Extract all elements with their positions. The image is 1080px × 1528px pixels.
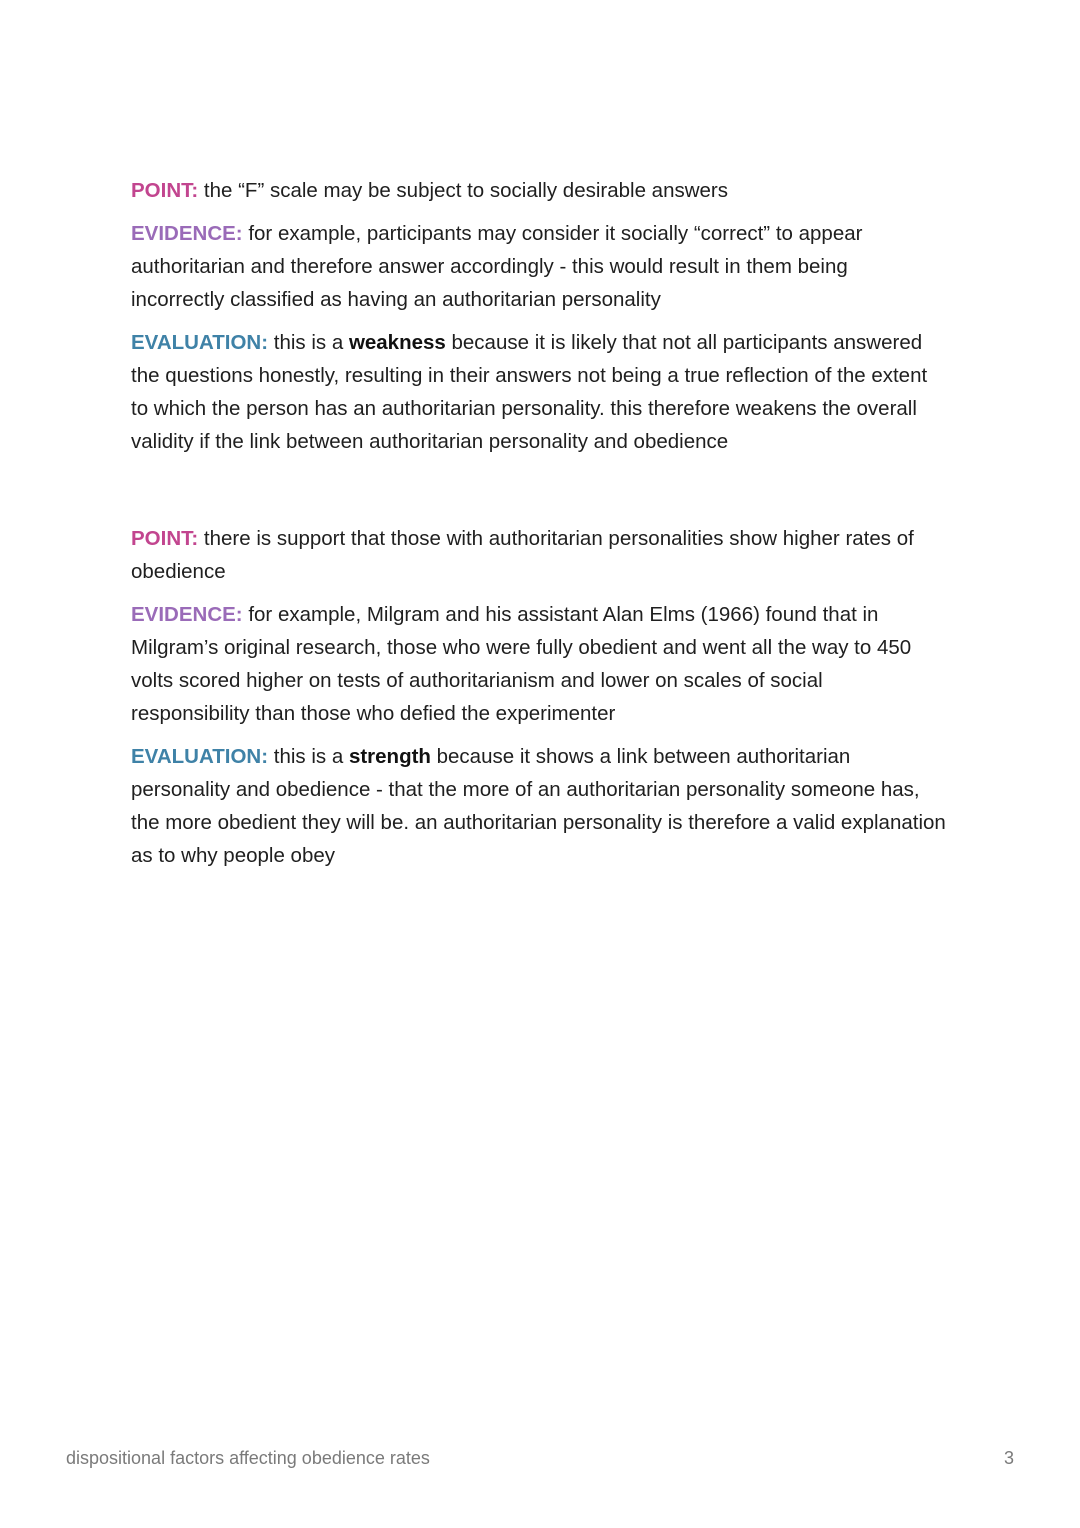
evidence-paragraph-1 — [131, 217, 946, 316]
evidence-text: for example, participants may consider it socially “correct” to appear authoritarian and therefore answer accordingly - this would result in them being incorrectly classified as having an authoritarian personality — [131, 222, 863, 311]
evidence-label: EVIDENCE: — [131, 603, 243, 626]
footer-title: dispositional factors affecting obedience rates — [66, 1448, 430, 1468]
evaluation-label: EVALUATION: — [131, 745, 269, 768]
evaluation-emphasis: strength — [348, 745, 431, 768]
evaluation-paragraph-2 — [131, 740, 946, 872]
evidence-paragraph-2 — [131, 598, 946, 730]
evaluation-paragraph-1 — [131, 326, 946, 458]
evidence-text: for example, Milgram and his assistant Alan Elms (1966) found that in Milgram’s original research, those who were fully obedient and went all the way to 450 volts scored higher on tests of authoritarianism and lower on scales of social responsibility than those who defied the experimenter — [131, 603, 912, 725]
point-text: there is support that those with authoritarian personalities show higher rates of obedience — [131, 527, 914, 583]
evaluation-text-pre: this is a — [268, 331, 349, 354]
point-label: POINT: — [131, 527, 199, 550]
point-paragraph-2 — [131, 522, 946, 588]
point-text: the “F” scale may be subject to socially desirable answers — [198, 179, 729, 202]
evidence-label: EVIDENCE: — [131, 222, 243, 245]
evaluation-label: EVALUATION: — [131, 331, 269, 354]
block-spacer — [131, 468, 946, 522]
page-number: 3 — [1003, 1448, 1014, 1468]
evaluation-text-post: because it shows a link between authoritarian personality and obedience - that the more of an authoritarian personality someone has, the more obedient they will be. an authoritarian personality is therefore a valid explanation as to why people obey — [131, 745, 946, 867]
document-content — [131, 174, 946, 882]
point-label: POINT: — [131, 179, 199, 202]
point-paragraph-1 — [131, 174, 946, 207]
evaluation-emphasis: weakness — [348, 331, 446, 354]
evaluation-text-pre: this is a — [268, 745, 349, 768]
evaluation-text-post: because it is likely that not all participants answered the questions honestly, resulting in their answers not being a true reflection of the extent to which the person has an authoritarian personality. this therefore weakens the overall validity if the link between authoritarian personality and obedience — [131, 331, 928, 453]
